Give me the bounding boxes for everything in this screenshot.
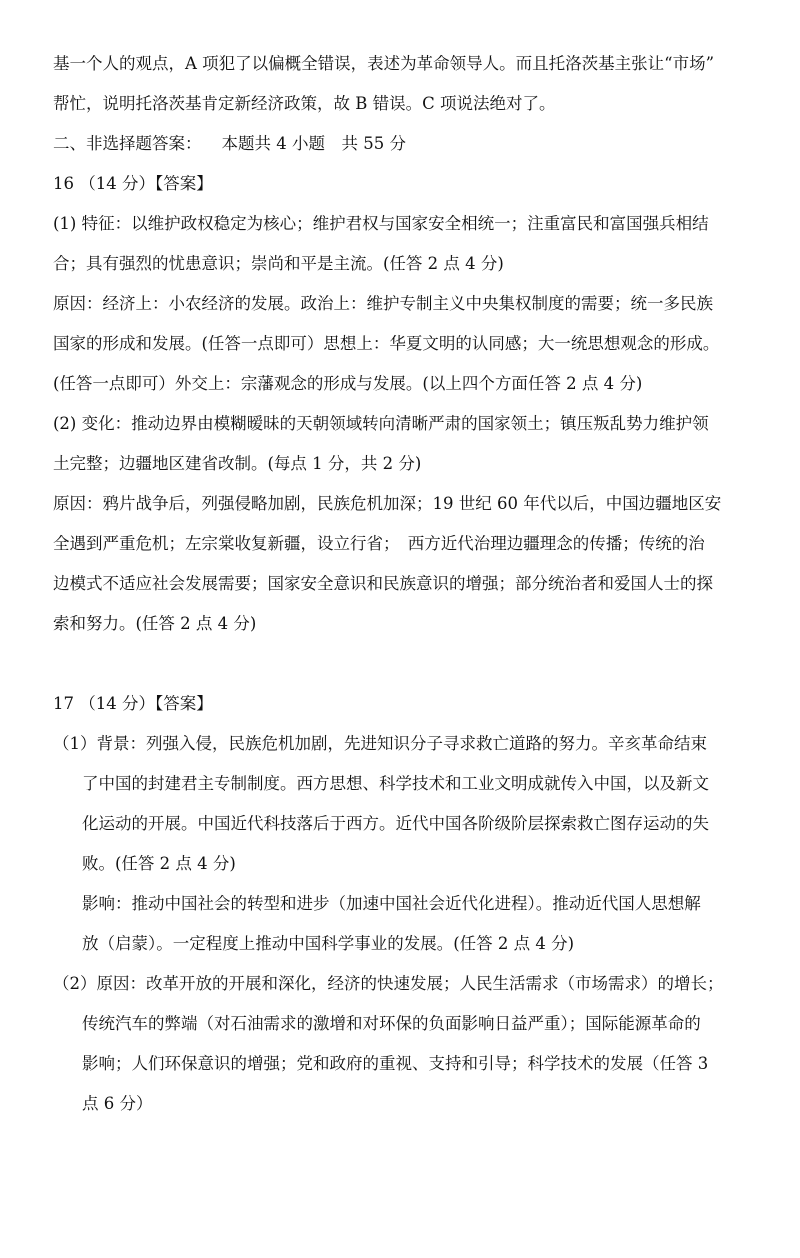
intro-line: 帮忙，说明托洛茨基肯定新经济政策，故 B 错误。C 项说法绝对了。	[53, 94, 556, 113]
q16-line: 边模式不适应社会发展需要；国家安全意识和民族意识的增强；部分统治者和爱国人士的探	[53, 574, 713, 593]
section-header	[53, 133, 406, 155]
q17-part1-line: 影响：推动中国社会的转型和进步（加速中国社会近代化进程）。推动近代国人思想解	[82, 894, 701, 913]
q16-line: 全遇到严重危机；左宗棠收复新疆，设立行省； 西方近代治理边疆理念的传播；传统的治	[53, 534, 705, 553]
q17-part2-line: （2）原因：改革开放的开展和深化，经济的快速发展；人民生活需求（市场需求）的增长；	[53, 974, 724, 993]
q16-line: 土完整；边疆地区建省改制。(每点 1 分，共 2 分)	[53, 454, 422, 473]
intro-line: 基一个人的观点，A 项犯了以偏概全错误，表述为革命领导人。而且托洛茨基主张让“市场”	[53, 54, 715, 73]
q16-line: 原因：经济上：小农经济的发展。政治上：维护专制主义中央集权制度的需要；统一多民族	[53, 294, 713, 313]
q16-line: (任答一点即可）外交上：宗藩观念的形成与发展。(以上四个方面任答 2 点 4 分)	[53, 374, 643, 393]
q17-part1-line: 败。(任答 2 点 4 分)	[82, 854, 236, 873]
q17-part1-line: 放（启蒙）。一定程度上推动中国科学事业的发展。(任答 2 点 4 分)	[82, 934, 575, 953]
q16-line: 原因：鸦片战争后，列强侵略加剧，民族危机加深；19 世纪 60 年代以后，中国边疆地区安	[53, 494, 722, 513]
q17-part2-line: 点 6 分）	[82, 1094, 153, 1113]
q16-line: 国家的形成和发展。(任答一点即可）思想上：华夏文明的认同感；大一统思想观念的形成。	[53, 334, 720, 353]
section-label: 二、非选择题答案：	[53, 134, 202, 153]
q17-part1-line: （1）背景：列强入侵，民族危机加剧，先进知识分子寻求救亡道路的努力。辛亥革命结束	[53, 734, 707, 753]
section-desc: 本题共 4 小题 共 55 分	[221, 134, 406, 153]
q16-line: 索和努力。(任答 2 点 4 分)	[53, 614, 257, 633]
q17-part2-line: 传统汽车的弊端（对石油需求的激增和对环保的负面影响日益严重）；国际能源革命的	[82, 1014, 701, 1033]
q16-header: 16 （14 分）【答案】	[53, 174, 213, 193]
q17-part2-line: 影响；人们环保意识的增强；党和政府的重视、支持和引导；科学技术的发展（任答 3	[82, 1054, 709, 1073]
q17-part1-line: 了中国的封建君主专制制度。西方思想、科学技术和工业文明成就传入中国，以及新文	[82, 774, 709, 793]
q17-part1-line: 化运动的开展。中国近代科技落后于西方。近代中国各阶级阶层探索救亡图存运动的失	[82, 814, 709, 833]
q16-line: (2) 变化：推动边界由模糊暧昧的天朝领域转向清晰严肃的国家领土；镇压叛乱势力维护领	[53, 414, 709, 433]
q17-header: 17 （14 分）【答案】	[53, 694, 213, 713]
q16-line: (1) 特征：以维护政权稳定为核心；维护君权与国家安全相统一；注重富民和富国强兵相结	[53, 214, 709, 233]
q16-line: 合；具有强烈的忧患意识；崇尚和平是主流。(任答 2 点 4 分)	[53, 254, 504, 273]
